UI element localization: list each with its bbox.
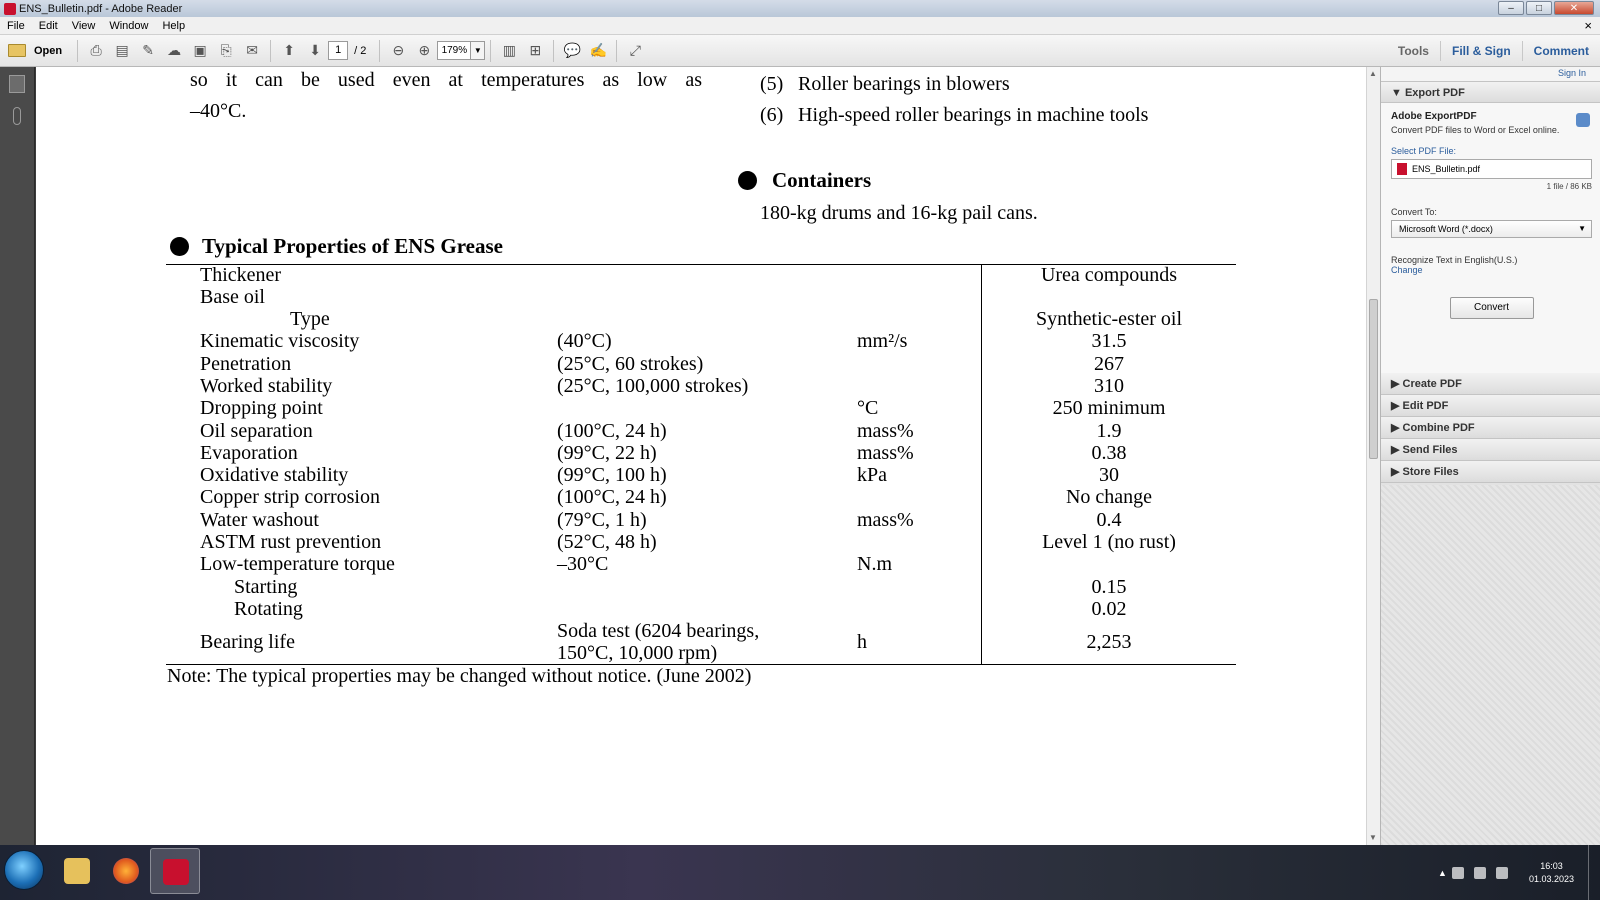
recognize-text-label: Recognize Text in English(U.S.) xyxy=(1391,255,1518,265)
highlight-icon[interactable]: ✍ xyxy=(589,42,608,58)
zoom-dropdown-chevron-down-icon[interactable]: ▼ xyxy=(471,41,485,60)
property-value: 0.15 xyxy=(1091,576,1127,598)
property-label: Low-temperature torque xyxy=(200,553,395,575)
export-pdf-body xyxy=(1381,103,1600,373)
property-value: 0.02 xyxy=(1091,598,1127,620)
menu-view[interactable]: View xyxy=(71,19,96,32)
show-hidden-icons-chevron-up-icon[interactable]: ▲ xyxy=(1438,867,1447,878)
menu-window[interactable]: Window xyxy=(109,19,149,32)
start-button[interactable] xyxy=(4,850,44,890)
property-unit: N.m xyxy=(857,553,892,575)
adobe-reader-icon xyxy=(163,859,189,885)
property-label: Water washout xyxy=(200,509,319,531)
export-pdf-icon[interactable]: ▤ xyxy=(115,42,129,58)
save-icon[interactable]: ▣ xyxy=(193,42,207,58)
upload-cloud-icon[interactable]: ☁ xyxy=(167,42,182,58)
convert-button[interactable]: Convert xyxy=(1450,297,1534,319)
property-value: 310 xyxy=(1094,375,1124,397)
property-label: Base oil xyxy=(200,286,265,308)
chevron-down-icon: ▼ xyxy=(1578,224,1586,233)
property-value: Synthetic-ester oil xyxy=(1035,308,1183,330)
toolbar-separator xyxy=(270,40,271,62)
property-condition: (99°C, 100 h) xyxy=(557,464,667,486)
comment-link[interactable]: Comment xyxy=(1522,41,1600,61)
maximize-button[interactable]: □ xyxy=(1526,1,1552,15)
menu-help[interactable]: Help xyxy=(162,19,186,32)
property-value: 250 minimum xyxy=(1052,397,1166,419)
property-condition: (100°C, 24 h) xyxy=(557,486,667,508)
edit-pdf-section[interactable]: ▶ Edit PDF xyxy=(1381,395,1600,417)
section-label: Store Files xyxy=(1402,466,1459,478)
show-desktop-button[interactable] xyxy=(1588,845,1600,900)
folder-icon xyxy=(64,858,90,884)
toolbar xyxy=(0,35,1600,67)
property-label: Copper strip corrosion xyxy=(200,486,380,508)
paragraph-line: –40°C. xyxy=(190,100,247,122)
property-label: Rotating xyxy=(234,598,303,620)
page-thumbnails-icon[interactable] xyxy=(9,75,25,93)
list-item-number: (5) xyxy=(760,73,784,95)
property-unit: mass% xyxy=(857,420,914,442)
zoom-input[interactable]: 179% xyxy=(437,41,471,60)
section-label: Send Files xyxy=(1402,444,1458,456)
task-pane-links xyxy=(1387,35,1600,67)
bullet-icon xyxy=(170,237,189,256)
property-value: 0.4 xyxy=(1096,509,1122,531)
toolbar-separator xyxy=(490,40,491,62)
page-number-input[interactable]: 1 xyxy=(328,41,348,60)
property-condition: Soda test (6204 bearings, xyxy=(557,620,760,642)
selected-file-name: ENS_Bulletin.pdf xyxy=(1412,164,1481,174)
property-condition: (52°C, 48 h) xyxy=(557,531,657,553)
property-unit: mass% xyxy=(857,442,914,464)
title-bar xyxy=(0,0,1600,17)
convert-to-select[interactable] xyxy=(1391,220,1592,238)
window-title: ENS_Bulletin.pdf - Adobe Reader xyxy=(19,2,183,15)
property-label: Kinematic viscosity xyxy=(200,330,360,352)
service-description: Convert PDF files to Word or Excel online. xyxy=(1391,125,1560,135)
property-unit: mm²/s xyxy=(857,330,908,352)
send-files-section[interactable]: ▶ Send Files xyxy=(1381,439,1600,461)
property-value: 267 xyxy=(1094,353,1124,375)
action-center-flag-icon[interactable] xyxy=(1474,867,1486,879)
property-label: Penetration xyxy=(200,353,292,375)
property-value: 31.5 xyxy=(1091,330,1127,352)
toolbar-separator xyxy=(77,40,78,62)
window-controls xyxy=(1498,1,1594,15)
property-condition: (25°C, 60 strokes) xyxy=(557,353,704,375)
property-condition: (40°C) xyxy=(557,330,612,352)
network-signal-icon[interactable] xyxy=(1496,867,1508,879)
clock[interactable] xyxy=(1529,860,1574,886)
list-item: Roller bearings in blowers xyxy=(798,73,1010,95)
change-language-link[interactable]: Change xyxy=(1391,265,1423,275)
minimize-button[interactable]: – xyxy=(1498,1,1524,15)
scroll-up-icon[interactable]: ▲ xyxy=(1369,69,1377,78)
export-pdf-label: Export PDF xyxy=(1404,87,1465,99)
tools-panel xyxy=(1380,67,1600,845)
service-title: Adobe ExportPDF xyxy=(1391,111,1477,122)
property-condition: (100°C, 24 h) xyxy=(557,420,667,442)
property-label: Thickener xyxy=(200,264,282,286)
taskbar-adobe-reader[interactable] xyxy=(150,848,200,894)
open-label: Open xyxy=(34,44,63,57)
properties-heading: Typical Properties of ENS Grease xyxy=(202,234,503,258)
previous-page-icon[interactable]: ⬆ xyxy=(283,42,295,58)
toolbar-separator xyxy=(379,40,380,62)
create-pdf-icon[interactable]: ⎙ xyxy=(90,42,102,58)
property-condition: (79°C, 1 h) xyxy=(557,509,647,531)
fit-page-icon[interactable]: ▥ xyxy=(502,42,516,58)
property-condition: (25°C, 100,000 strokes) xyxy=(557,375,749,397)
navigation-pane xyxy=(0,67,35,845)
property-label: Oil separation xyxy=(200,420,313,442)
store-files-section[interactable]: ▶ Store Files xyxy=(1381,461,1600,483)
print-icon[interactable]: ⎘ xyxy=(220,42,232,58)
firefox-icon xyxy=(113,858,139,884)
selected-file-field[interactable] xyxy=(1391,159,1592,179)
property-unit: h xyxy=(857,631,867,653)
clock-time: 16:03 xyxy=(1540,860,1563,871)
taskbar xyxy=(0,845,1600,900)
property-condition: 150°C, 10,000 rpm) xyxy=(557,642,718,664)
toolbar-separator xyxy=(616,40,617,62)
scroll-down-icon[interactable]: ▼ xyxy=(1369,833,1377,842)
menu-bar xyxy=(0,17,1600,35)
property-unit: °C xyxy=(857,397,879,419)
property-label: Bearing life xyxy=(200,631,295,653)
zoom-out-icon[interactable]: ⊖ xyxy=(392,42,405,58)
property-label: Starting xyxy=(234,576,298,598)
property-label: ASTM rust prevention xyxy=(200,531,382,553)
property-label: Oxidative stability xyxy=(200,464,349,486)
paragraph-line: so it can be used even at temperatures as low as xyxy=(190,69,702,91)
property-condition: –30°C xyxy=(557,553,609,575)
system-tray xyxy=(1438,845,1600,900)
property-unit: mass% xyxy=(857,509,914,531)
property-value: 30 xyxy=(1099,464,1119,486)
adobe-reader-icon xyxy=(4,3,16,15)
export-pdf-service-icon xyxy=(1576,113,1590,127)
taskbar-firefox[interactable] xyxy=(101,848,151,894)
property-value: No change xyxy=(1065,486,1153,508)
page-total: / 2 xyxy=(354,44,367,57)
create-pdf-section[interactable]: ▶ Create PDF xyxy=(1381,373,1600,395)
section-label: Combine PDF xyxy=(1402,422,1475,434)
clock-date: 01.03.2023 xyxy=(1528,873,1574,884)
full-screen-icon[interactable]: ⤢ xyxy=(629,42,641,58)
containers-heading: Containers xyxy=(772,168,872,192)
email-icon[interactable]: ✉ xyxy=(246,42,258,58)
zoom-in-icon[interactable]: ⊕ xyxy=(418,42,431,58)
select-file-label: Select PDF File: xyxy=(1391,146,1457,156)
combine-pdf-section[interactable]: ▶ Combine PDF xyxy=(1381,417,1600,439)
property-value: Level 1 (no rust) xyxy=(1042,531,1176,553)
section-label: Create PDF xyxy=(1402,378,1462,390)
fill-sign-link[interactable]: Fill & Sign xyxy=(1440,41,1522,61)
folder-icon xyxy=(8,44,26,57)
convert-to-label: Convert To: xyxy=(1391,207,1437,217)
property-label: Evaporation xyxy=(200,442,298,464)
document-page xyxy=(36,67,1366,845)
property-value: 0.38 xyxy=(1091,442,1127,464)
close-document-button[interactable]: × xyxy=(1584,18,1592,33)
property-label: Type xyxy=(290,308,330,330)
panel-background xyxy=(1381,485,1600,845)
document-scrollbar[interactable] xyxy=(1366,67,1380,845)
property-value: 2,253 xyxy=(1086,631,1132,653)
file-count: 1 file / 86 KB xyxy=(1546,182,1592,191)
menu-edit[interactable]: Edit xyxy=(38,19,58,32)
close-button[interactable]: ✕ xyxy=(1554,1,1594,15)
table-note: Note: The typical properties may be changed without notice. (June 2002) xyxy=(167,665,752,687)
pdf-file-icon xyxy=(1397,163,1407,175)
sign-in-link[interactable]: Sign In xyxy=(1381,67,1600,81)
convert-to-value: Microsoft Word (*.docx) xyxy=(1399,224,1493,234)
containers-text: 180-kg drums and 16-kg pail cans. xyxy=(760,202,1038,224)
scrollbar-thumb[interactable] xyxy=(1369,299,1378,459)
property-unit: kPa xyxy=(857,464,887,486)
menu-file[interactable]: File xyxy=(7,19,25,32)
next-page-icon[interactable]: ⬇ xyxy=(309,42,321,58)
property-condition: (99°C, 22 h) xyxy=(557,442,657,464)
property-label: Dropping point xyxy=(200,397,323,419)
property-label: Worked stability xyxy=(200,375,333,397)
property-value: Urea compounds xyxy=(1040,264,1178,286)
export-pdf-section-header[interactable]: ▼ Export PDF xyxy=(1381,81,1600,103)
bullet-icon xyxy=(738,171,757,190)
attachments-paperclip-icon[interactable] xyxy=(13,107,21,125)
sticky-note-icon[interactable]: 💬 xyxy=(563,42,582,58)
list-item-number: (6) xyxy=(760,104,784,126)
section-label: Edit PDF xyxy=(1402,400,1449,412)
open-button[interactable] xyxy=(8,44,62,57)
property-value: 1.9 xyxy=(1096,420,1122,442)
edit-pdf-icon[interactable]: ✎ xyxy=(142,42,154,58)
tools-link[interactable]: Tools xyxy=(1397,44,1429,58)
toolbar-separator xyxy=(553,40,554,62)
fit-width-icon[interactable]: ⊞ xyxy=(529,42,542,58)
volume-icon[interactable] xyxy=(1452,867,1464,879)
list-item: High-speed roller bearings in machine tools xyxy=(798,104,1149,126)
taskbar-explorer[interactable] xyxy=(52,848,102,894)
